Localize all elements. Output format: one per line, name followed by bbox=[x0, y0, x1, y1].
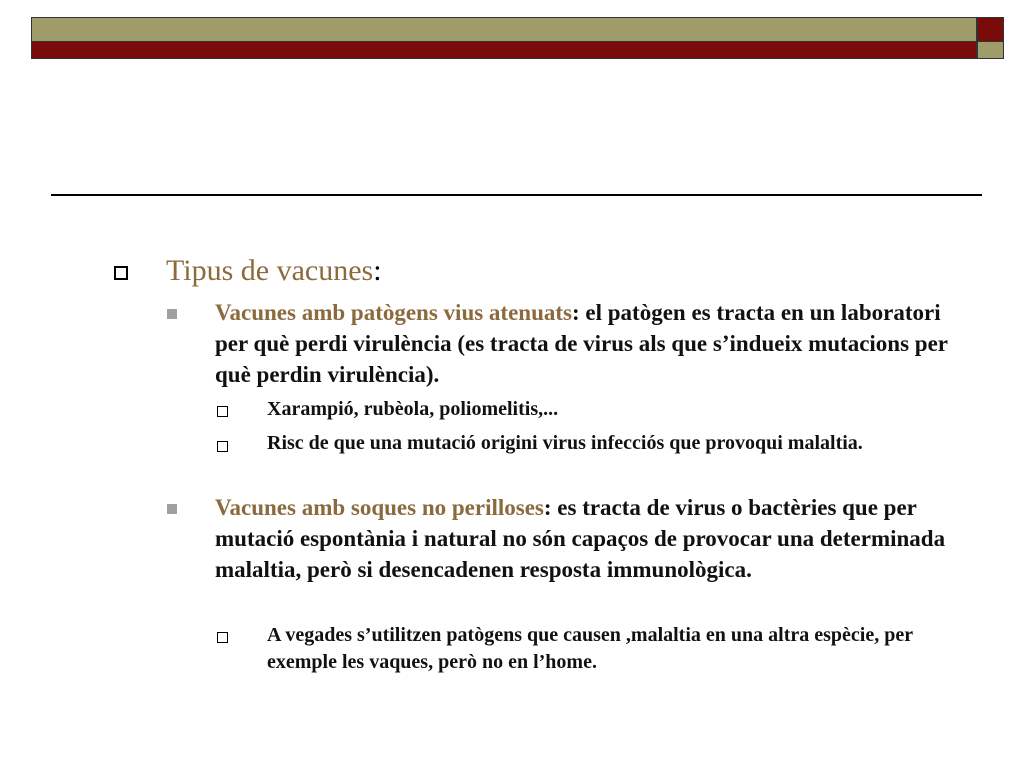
section-heading bbox=[166, 254, 382, 288]
header-corner-red bbox=[977, 17, 1004, 42]
square-bullet-icon bbox=[167, 309, 177, 319]
list-item-term: Vacunes amb soques no perilloses bbox=[215, 495, 544, 520]
list-item-nonpathogenic-strains bbox=[215, 492, 965, 585]
header-corner-olive bbox=[977, 41, 1004, 59]
title-divider bbox=[51, 194, 982, 196]
list-item-text: : es tracta de virus o bactèries que per mutació espontània i natural no són capaços de provocar una determinada malaltia, però si desencadenen resposta immunològica. bbox=[215, 495, 946, 582]
list-item-term: Vacunes amb patògens vius atenuats bbox=[215, 300, 572, 325]
header-bar-red bbox=[31, 41, 977, 59]
list-item-text: : el patògen es tracta en un laboratori per què perdi virulència (es tracta de virus als que s’indueix mutacions per què perdin virulència). bbox=[215, 300, 948, 387]
hollow-square-bullet-icon bbox=[217, 632, 228, 643]
sub-item: Risc de que una mutació origini virus infecciós que provoqui malaltia. bbox=[267, 432, 863, 454]
header-bar-olive bbox=[31, 17, 977, 42]
hollow-square-bullet-icon bbox=[217, 406, 228, 417]
hollow-square-bullet-icon bbox=[114, 266, 128, 280]
list-item-live-attenuated bbox=[215, 297, 965, 390]
section-heading-term: Tipus de vacunes bbox=[166, 254, 374, 287]
square-bullet-icon bbox=[167, 504, 177, 514]
hollow-square-bullet-icon bbox=[217, 441, 228, 452]
section-heading-colon: : bbox=[373, 254, 382, 287]
sub-item: Xarampió, rubèola, poliomelitis,... bbox=[267, 398, 559, 420]
sub-item: A vegades s’utilitzen patògens que causen ,malaltia en una altra espècie, per exemple les vaques, però no en l’home. bbox=[267, 624, 913, 673]
